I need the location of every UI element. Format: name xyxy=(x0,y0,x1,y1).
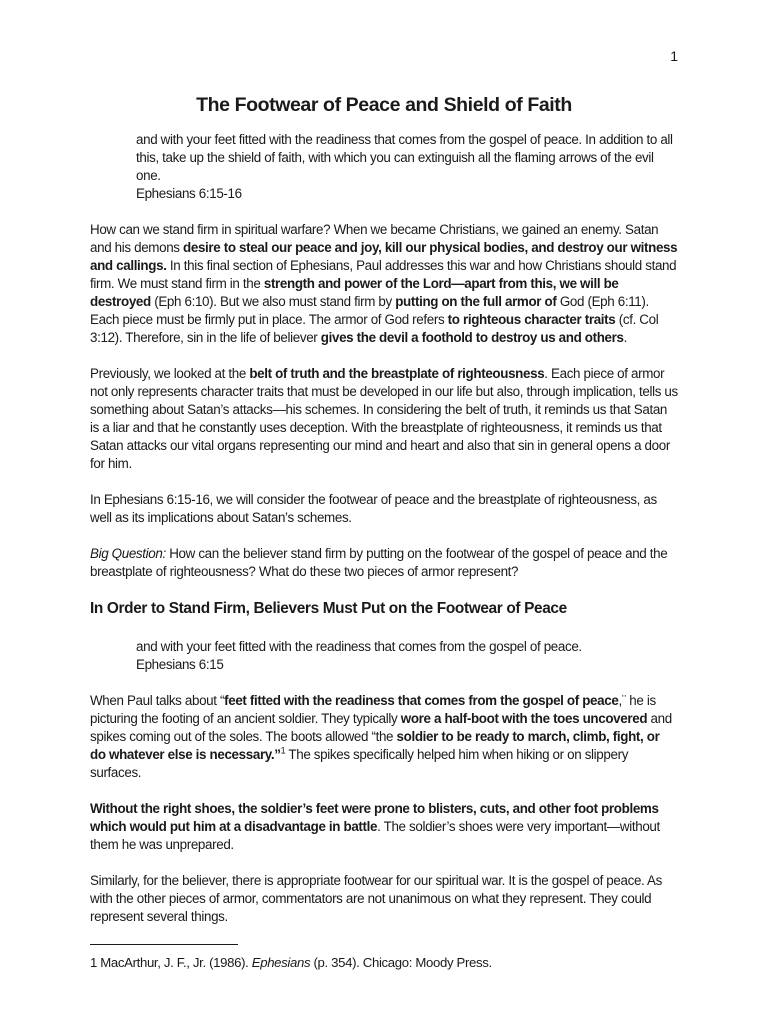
section-heading: In Order to Stand Firm, Believers Must Put on the Footwear of Peace xyxy=(90,600,567,617)
scripture-quote-1 xyxy=(136,131,678,203)
text-run: How can we stand firm in spiritual warfare? When we became Christians, we gained an enemy. Satan and his demons xyxy=(90,222,659,255)
text-run: How can the believer stand firm by putting on the footwear of the gospel of peace and the breastplate of righteousness? What do these two pieces of armor represent? xyxy=(90,546,668,579)
text-run: When Paul talks about “ xyxy=(90,693,225,708)
scripture-quote-2 xyxy=(136,638,678,674)
paragraph-3: In Ephesians 6:15-16, we will consider the footwear of peace and the breastplate of righteousness, as well as its implications about Satan’s schemes. xyxy=(90,492,657,525)
bold-run: feet fitted with the readiness that comes from the gospel of peace xyxy=(224,693,619,708)
bold-run: gives the devil a foothold to destroy us and others xyxy=(320,330,624,345)
quote-text: and with your feet fitted with the readiness that comes from the gospel of peace. In addition to all this, take up the shield of faith, with which you can extinguish all the flaming arrows of the evil one. xyxy=(136,132,673,183)
bold-run: Without the right shoes, the soldier’s feet were prone to blisters, cuts, and other foot problems which would put him at a disadvantage in battle xyxy=(90,801,659,834)
text-run: The spikes specifically helped him when hiking or on slippery surfaces. xyxy=(90,747,629,780)
big-question-label: Big Question: xyxy=(90,546,166,561)
bold-run: strength and power of the Lord—apart from this, we will be destroyed xyxy=(90,276,619,309)
footnote-marker[interactable]: 1 xyxy=(280,745,286,756)
text-run: 1 MacArthur, J. F., Jr. (1986). xyxy=(90,955,252,970)
footnote-book-title: Ephesians xyxy=(251,955,311,970)
text-run: . Each piece of armor not only represents character traits that must be developed in our life but also, through implication, tells us something about Satan’s attacks—his schemes. In considering the belt of truth, it reminds us that Satan is a liar and that he constantly uses deception. With the breastplate of righteousness, it reminds us that Satan attacks our vital organs representing our mind and heart and also that sin in general opens a door for him. xyxy=(90,366,678,471)
paragraph-7: Similarly, for the believer, there is appropriate footwear for our spiritual war. It is the gospel of peace. As with the other pieces of armor, commentators are not unanimous on what they represent. They could represent several things. xyxy=(90,873,662,924)
text-run: . The soldier’s shoes were very important—without them he was unprepared. xyxy=(90,819,660,852)
text-run: (cf. Col 3:12). Therefore, sin in the life of believer xyxy=(90,312,659,345)
text-run: ,¨ he is picturing the footing of an ancient soldier. They typically xyxy=(90,693,656,726)
document-title: The Footwear of Peace and Shield of Faith xyxy=(196,94,572,116)
text-run: In this final section of Ephesians, Paul addresses this war and how Christians should stand firm. We must stand firm in the xyxy=(90,258,677,291)
document-body xyxy=(90,92,678,971)
bold-run: putting on the full armor of xyxy=(395,294,557,309)
footnote-separator xyxy=(90,944,238,945)
quote-reference: Ephesians 6:15 xyxy=(136,657,224,672)
paragraph-1 xyxy=(90,221,678,347)
bold-run: soldier to be ready to march, climb, fight, or do whatever else is necessary.” xyxy=(90,729,660,762)
text-run: (Eph 6:10). But we also must stand firm by xyxy=(150,294,396,309)
text-run: God (Eph 6:11). Each piece must be firmly put in place. The armor of God refers xyxy=(90,294,649,327)
bold-run: to righteous character traits xyxy=(447,312,616,327)
footnote xyxy=(90,954,678,971)
text-run: Previously, we looked at the xyxy=(90,366,250,381)
big-question xyxy=(90,545,678,581)
quote-text: and with your feet fitted with the readiness that comes from the gospel of peace. xyxy=(136,639,582,654)
paragraph-6 xyxy=(90,800,678,854)
page-number: 1 xyxy=(670,48,678,64)
text-run: . xyxy=(623,330,627,345)
quote-reference: Ephesians 6:15-16 xyxy=(136,186,242,201)
text-run: (p. 354). Chicago: Moody Press. xyxy=(310,955,492,970)
text-run: and spikes coming out of the soles. The boots allowed “the xyxy=(90,711,672,744)
paragraph-2 xyxy=(90,365,678,473)
bold-run: desire to steal our peace and joy, kill our physical bodies, and destroy our witness and callings. xyxy=(90,240,678,273)
bold-run: wore a half-boot with the toes uncovered xyxy=(400,711,648,726)
bold-run: belt of truth and the breastplate of righteousness xyxy=(249,366,545,381)
paragraph-5 xyxy=(90,692,678,782)
